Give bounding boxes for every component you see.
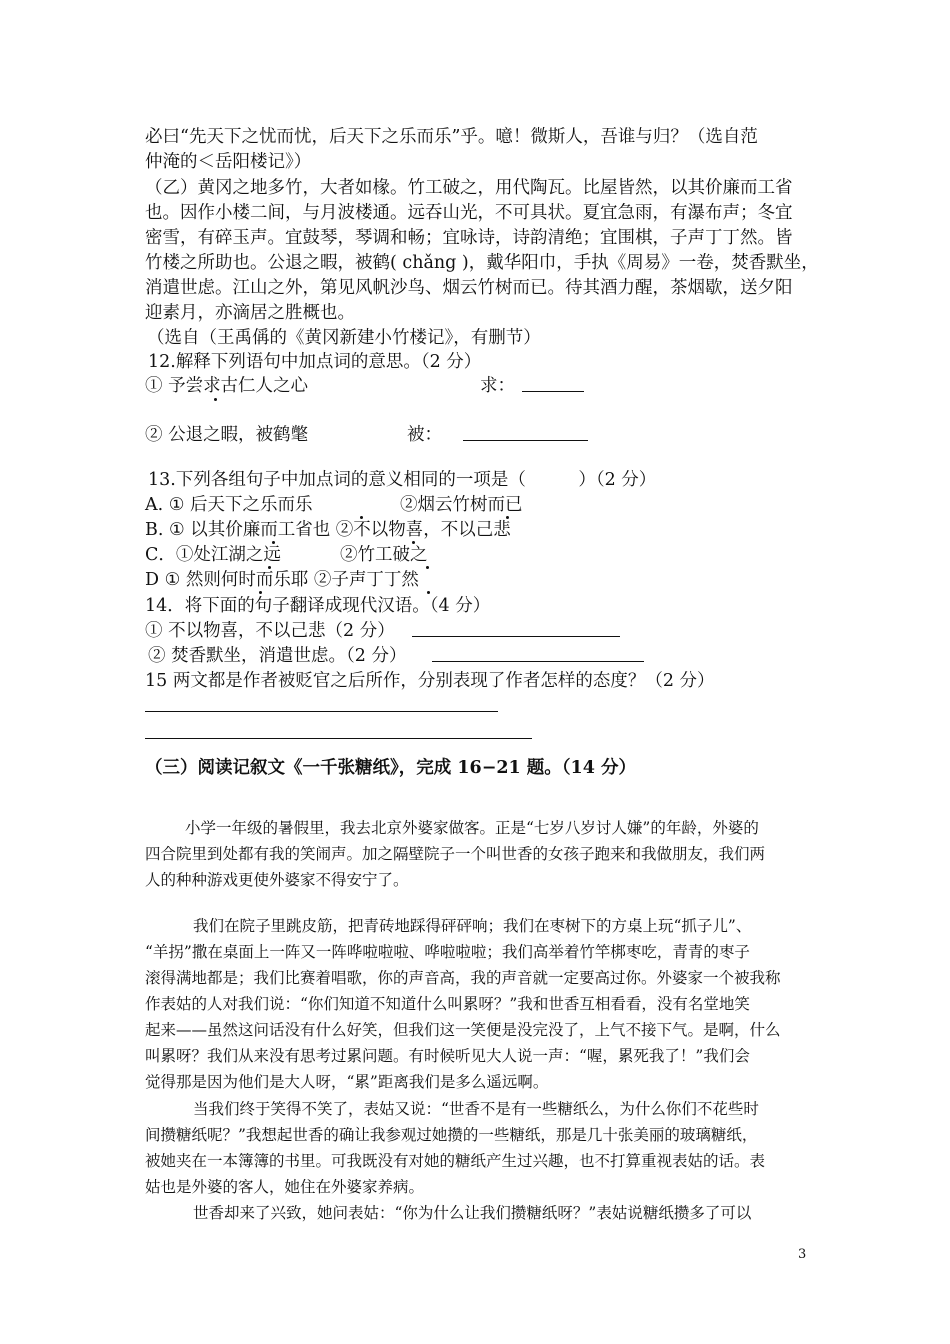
story-p2-line-1: 我们在院子里跳皮筋，把青砖地踩得砰砰响；我们在枣树下的方桌上玩“抓子儿”、 bbox=[193, 917, 752, 935]
q13-option-b: B. ① 以其价廉而工省也 ②不以物喜，不以己悲 bbox=[145, 520, 511, 540]
story-p2-line-5: 起来——虽然这问话没有什么好笑，但我们这一笑便是没完没了，上气不接下气。是啊，什么 bbox=[145, 1021, 781, 1039]
q15-answer-blank-1[interactable] bbox=[145, 711, 498, 712]
story-p2-line-3: 滚得满地都是；我们比赛着唱歌，你的声音高，我的声音就一定要高过你。外婆家一个被我称 bbox=[145, 969, 781, 987]
passage-b-line-2: 也。因作小楼二间，与月波楼通。远吞山光，不可具状。夏宜急雨，有瀑布声；冬宜 bbox=[145, 203, 793, 223]
passage-b-line-6: 迎素月，亦滴居之胜概也。 bbox=[145, 303, 355, 323]
q12-answer-blank-2[interactable] bbox=[463, 440, 588, 441]
q12-item-1: ① 予尝求古仁人之心 bbox=[145, 376, 309, 396]
story-p3-line-1: 当我们终于笑得不笑了，表姑又说：“世香不是有一些糖纸么，为什么你们不花些时 bbox=[193, 1100, 759, 1118]
q13-option-d: D ① 然则何时而乐耶 ②子声丁丁然 bbox=[145, 570, 419, 590]
story-p1-line-1: 小学一年级的暑假里，我去北京外婆家做客。正是“七岁八岁讨人嫌”的年龄，外婆的 bbox=[185, 819, 759, 837]
q14-answer-blank-2[interactable] bbox=[432, 661, 644, 662]
passage-b-line-4: 竹楼之所助也。公退之暇，被鹤( chǎng )，戴华阳巾，手执《周易》一卷，焚香默坐， bbox=[145, 253, 819, 273]
q13-option-c-1: C．①处江湖之远 bbox=[145, 545, 281, 565]
story-p2-line-6: 叫累呀？我们从来没有思考过累问题。有时候听见大人说一声：“喔，累死我了！”我们会 bbox=[145, 1047, 750, 1065]
q13-option-a-1: A. ① 后天下之乐而乐 bbox=[145, 495, 313, 515]
q14-item-2: ② 焚香默坐，消遣世虑。（2 分） bbox=[148, 646, 407, 666]
story-p2-line-2: “羊拐”撒在桌面上一阵又一阵哗啦啦啦、哗啦啦啦；我们高举着竹竿梆枣吃，青青的枣子 bbox=[145, 943, 750, 961]
passage-b-source: （选自（王禹偁的《黄冈新建小竹楼记》，有删节） bbox=[147, 328, 541, 348]
story-p2-line-7: 觉得那是因为他们是大人呀，“累”距离我们是多么遥远啊。 bbox=[145, 1073, 549, 1091]
story-p4-line-1: 世香却来了兴致，她问表姑：“你为什么让我们攒糖纸呀？”表姑说糖纸攒多了可以 bbox=[193, 1204, 752, 1222]
story-p1-line-3: 人的种种游戏更使外婆家不得安宁了。 bbox=[145, 871, 409, 889]
q13-option-a-2: ②烟云竹树而已 bbox=[400, 495, 523, 515]
story-p3-line-2: 间攒糖纸呢？”我想起世香的确让我参观过她攒的一些糖纸，那是几十张美丽的玻璃糖纸， bbox=[145, 1126, 758, 1144]
story-p2-line-4: 作表姑的人对我们说：“你们知道不知道什么叫累呀？”我和世香互相看看，没有名堂地笑 bbox=[145, 995, 750, 1013]
q13-option-c-2: ②竹工破之 bbox=[340, 545, 428, 565]
q14-stem: 14．将下面的句子翻译成现代汉语。（4 分） bbox=[145, 596, 491, 616]
passage-a-line-2: 仲淹的＜岳阳楼记》） bbox=[145, 152, 312, 172]
passage-b-line-3: 密雪，有碎玉声。宜鼓琴，琴调和畅；宜咏诗，诗韵清绝；宜围棋，子声丁丁然。皆 bbox=[145, 228, 793, 248]
section-3-heading: （三）阅读记叙文《一千张糖纸》，完成 16−21 题。（14 分） bbox=[145, 758, 636, 778]
passage-b-line-1: （乙）黄冈之地多竹，大者如椽。竹工破之，用代陶瓦。比屋皆然，以其价廉而工省 bbox=[145, 178, 793, 198]
passage-a-line-1: 必曰“先天下之忧而忧，后天下之乐而乐”乎。噫！微斯人，吾谁与归？（选自范 bbox=[145, 127, 758, 147]
emphasis-dot bbox=[426, 566, 429, 569]
passage-b-line-5: 消遣世虑。江山之外，第见风帆沙鸟、烟云竹树而已。待其酒力醒，茶烟歇，送夕阳 bbox=[145, 278, 793, 298]
q15-stem: 15 两文都是作者被贬官之后所作，分别表现了作者怎样的态度？（2 分） bbox=[145, 671, 715, 691]
story-p1-line-2: 四合院里到处都有我的笑闹声。加之隔壁院子一个叫世香的女孩子跑来和我做朋友，我们两 bbox=[145, 845, 766, 863]
q12-stem: 12.解释下列语句中加点词的意思。（2 分） bbox=[148, 352, 482, 372]
q13-stem: 13.下列各组句子中加点词的意义相同的一项是（ ）（2 分） bbox=[148, 470, 657, 490]
story-p3-line-4: 姑也是外婆的客人，她住在外婆家养病。 bbox=[145, 1178, 425, 1196]
page-number: 3 bbox=[798, 1247, 807, 1262]
q12-item-2-label: 被： bbox=[407, 425, 442, 445]
q15-answer-blank-2[interactable] bbox=[145, 738, 532, 739]
q14-answer-blank-1[interactable] bbox=[412, 636, 620, 637]
q12-answer-blank-1[interactable] bbox=[522, 391, 584, 392]
q12-item-2: ② 公退之暇，被鹤氅 bbox=[145, 425, 309, 445]
story-p3-line-3: 被她夹在一本簿簿的书里。可我既没有对她的糖纸产生过兴趣，也不打算重视表姑的话。表 bbox=[145, 1152, 766, 1170]
q14-item-1: ① 不以物喜，不以己悲（2 分） bbox=[145, 621, 395, 641]
emphasis-dot bbox=[214, 398, 217, 401]
q12-item-1-label: 求： bbox=[480, 376, 515, 396]
